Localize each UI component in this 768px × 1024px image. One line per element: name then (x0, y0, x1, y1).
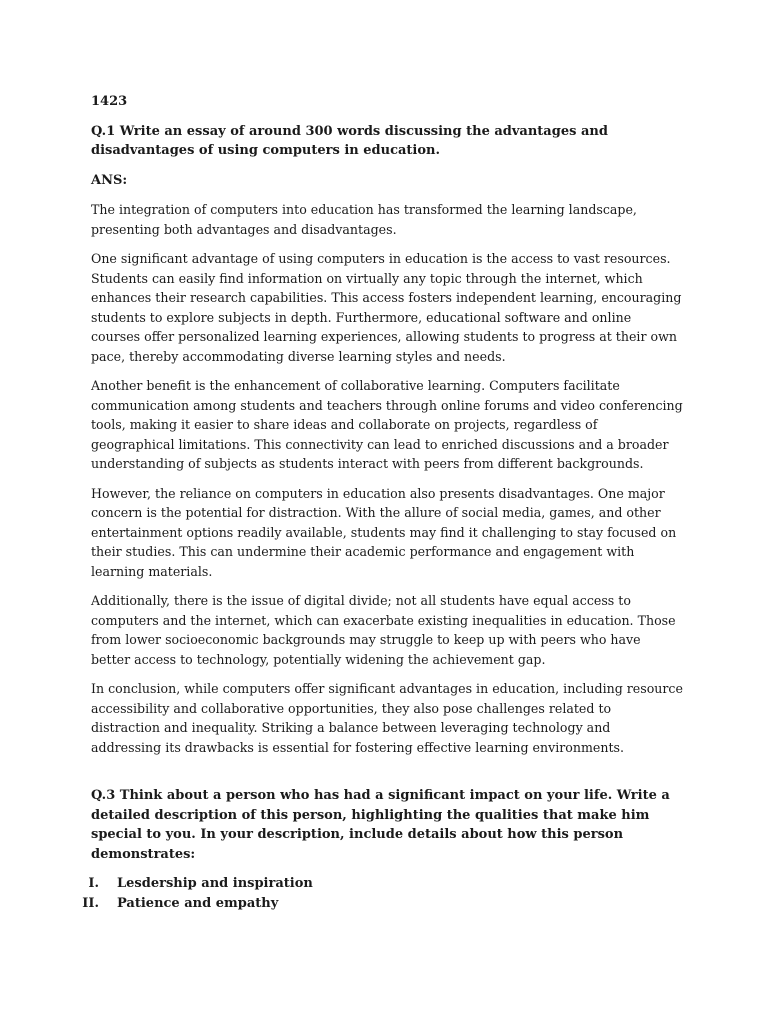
list-item-marker: II. (82, 896, 99, 911)
question-1-heading: Q.1 Write an essay of around 300 words discussing the advantages and disadvantages of using computers in education. (91, 123, 608, 158)
essay-paragraph-collaboration: Another benefit is the enhancement of collaborative learning. Computers facilitate communication among students and teachers through online forums and video conferencing tools, making it easier to share ideas and collaborate on projects, regardless of geographical limitations. This connectivity can lead to enriched discussions and a broader understanding of subjects as students interact with peers from different backgrounds. (91, 378, 683, 471)
list-item-text: Patience and empathy (117, 896, 279, 911)
list-item (88, 874, 683, 894)
essay-paragraph-conclusion: In conclusion, while computers offer significant advantages in education, including resource accessibility and collaborative opportunities, they also pose challenges related to distraction and inequality. Striking a balance between leveraging technology and addressing its drawbacks is essential for fostering effective learning environments. (91, 681, 683, 755)
document-number: 1423 (91, 94, 128, 109)
essay-paragraph-intro: The integration of computers into education has transformed the learning landscape, presenting both advantages and disadvantages. (91, 202, 637, 237)
qualities-list (82, 874, 683, 914)
essay-paragraph-digital-divide: Additionally, there is the issue of digital divide; not all students have equal access to computers and the internet, which can exacerbate existing inequalities in education. Those from lower socioeconomic backgrounds may struggle to keep up with peers who have better access to technology, potentially widening the achievement gap. (91, 593, 676, 667)
answer-label: ANS: (91, 172, 128, 188)
essay-paragraph-distraction: However, the reliance on computers in education also presents disadvantages. One major concern is the potential for distraction. With the allure of social media, games, and other entertainment options readily available, students may find it challenging to stay focused on their studies. This can undermine their academic performance and engagement with learning materials. (91, 485, 677, 579)
list-item (82, 894, 683, 914)
list-item-marker: I. (88, 876, 99, 891)
question-3-heading: Q.3 Think about a person who has had a significant impact on your life. Write a detailed description of this person, highlighting the qualities that make him special to you. In your description, include details about how this person demonstrates: (91, 788, 670, 862)
essay-paragraph-resources: One significant advantage of using computers in education is the access to vast resources. Students can easily find information on virtually any topic through the internet, which enhances their research capabilities. This access fosters independent learning, encouraging students to explore subjects in depth. Furthermore, educational software and online courses offer personalized learning experiences, allowing students to progress at their own pace, thereby accommodating diverse learning styles and needs. (91, 251, 682, 364)
list-item-text: Lesdership and inspiration (117, 876, 313, 891)
section-spacer (91, 767, 683, 786)
document-page (82, 92, 683, 914)
